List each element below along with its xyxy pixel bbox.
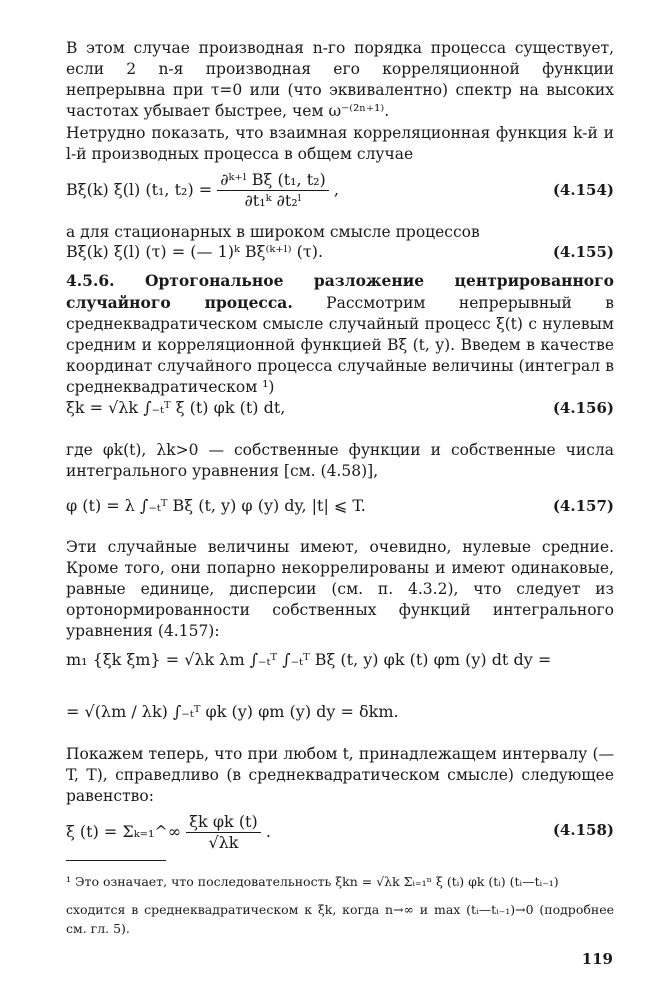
eq-m1-line1-body: m₁ {ξk ξm} = √λk λm ∫₋ₜᵀ ∫₋ₜᵀ Bξ (t, y) φk (t) φm (y) dt dy = (66, 650, 552, 669)
equation-4-158 (66, 812, 614, 854)
paragraph-uncorrelated: Эти случайные величины имеют, очевидно, нулевые средние. Кроме того, они попарно некоррелированы и имеют одинаковые, равные единице, дисперсии (см. п. 4.3.2), что следует из ортонормированности собственных функций интегрального уравнения (4.157): (66, 538, 614, 640)
equation-4-155 (66, 242, 614, 264)
equation-number-4-157: (4.157) (552, 497, 614, 515)
footnote-line-1: ¹ Это означает, что последовательность ξkn = √λk Σᵢ₌₁ⁿ ξ (tᵢ) φk (tᵢ) (tᵢ—tᵢ₋₁) (66, 874, 559, 889)
paragraph-cross-correlation-intro: Нетрудно показать, что взаимная корреляционная функция k-й и l-й производных процесса в общем случае (66, 124, 614, 163)
eq154-tail: , (333, 180, 339, 199)
section-4-5-6 (66, 270, 614, 398)
eq154-denominator: ∂t₁ᵏ ∂t₂ˡ (244, 191, 302, 210)
page-number: 119 (581, 950, 613, 968)
equation-number-4-155: (4.155) (552, 243, 614, 261)
section-heading: 4.5.6. Ортогональное разложение центрированного случайного процесса. (66, 271, 614, 312)
eq154-lhs: Bξ(k) ξ(l) (t₁, t₂) = (66, 180, 213, 199)
eq158-tail: . (265, 822, 271, 841)
equation-number-4-156: (4.156) (552, 399, 614, 417)
equation-number-4-158: (4.158) (552, 821, 614, 839)
equation-m1-line2 (66, 702, 614, 726)
eq158-denominator: √λk (208, 833, 239, 852)
eq155-body: Bξ(k) ξ(l) (τ) = (— 1)ᵏ Bξ⁽ᵏ⁺ˡ⁾ (τ). (66, 242, 324, 261)
equation-4-156 (66, 398, 614, 426)
paragraph-expansion: Покажем теперь, что при любом t, принадлежащем интервалу (—T, T), справедливо (в среднеквадратическом смысле) следующее равенство: (66, 745, 614, 805)
equation-4-157 (66, 496, 614, 524)
section-body: Рассмотрим непрерывный в среднеквадратическом смысле случайный процесс ξ(t) с нулевым средним и корреляционной функцией Bξ (t, y). Введем в качестве координат случайного процесса случайные величины (интеграл в среднеквадратическом ¹) (66, 294, 614, 396)
eq157-body: φ (t) = λ ∫₋ₜᵀ Bξ (t, y) φ (y) dy, |t| ⩽ T. (66, 496, 366, 515)
eq158-fraction (186, 812, 261, 853)
eq158-numerator: ξk φk (t) (186, 812, 261, 833)
equation-4-154 (66, 170, 614, 216)
equation-number-4-154: (4.154) (552, 181, 614, 199)
eq158-lhs: ξ (t) = Σₖ₌₁^∞ (66, 822, 182, 841)
eq156-body: ξk = √λk ∫₋ₜᵀ ξ (t) φk (t) dt, (66, 398, 286, 417)
paragraph-stationary: а для стационарных в широком смысле процессов (66, 223, 480, 241)
eq154-fraction (217, 170, 329, 211)
footnote-line-2: сходится в среднеквадратическом к ξk, когда n→∞ и max (tᵢ—tᵢ₋₁)→0 (подробнее см. гл. 5). (66, 902, 614, 936)
paragraph-derivative-existence: В этом случае производная n-го порядка процесса существует, если 2 n-я производная его корреляционной функции непрерывна при τ=0 или (что эквивалентно) спектр на высоких частотах убывает быстрее, чем ω⁻⁽²ⁿ⁺¹⁾. (66, 39, 614, 120)
eq154-numerator: ∂ᵏ⁺ˡ Bξ (t₁, t₂) (217, 170, 329, 191)
equation-m1-line1 (66, 650, 614, 674)
footnote-rule (66, 860, 166, 861)
paragraph-eigenfunctions: где φk(t), λk>0 — собственные функции и собственные числа интегрального уравнения [см. (4.58)], (66, 441, 614, 480)
eq-m1-line2-body: = √(λm / λk) ∫₋ₜᵀ φk (y) φm (y) dy = δkm. (66, 702, 399, 721)
